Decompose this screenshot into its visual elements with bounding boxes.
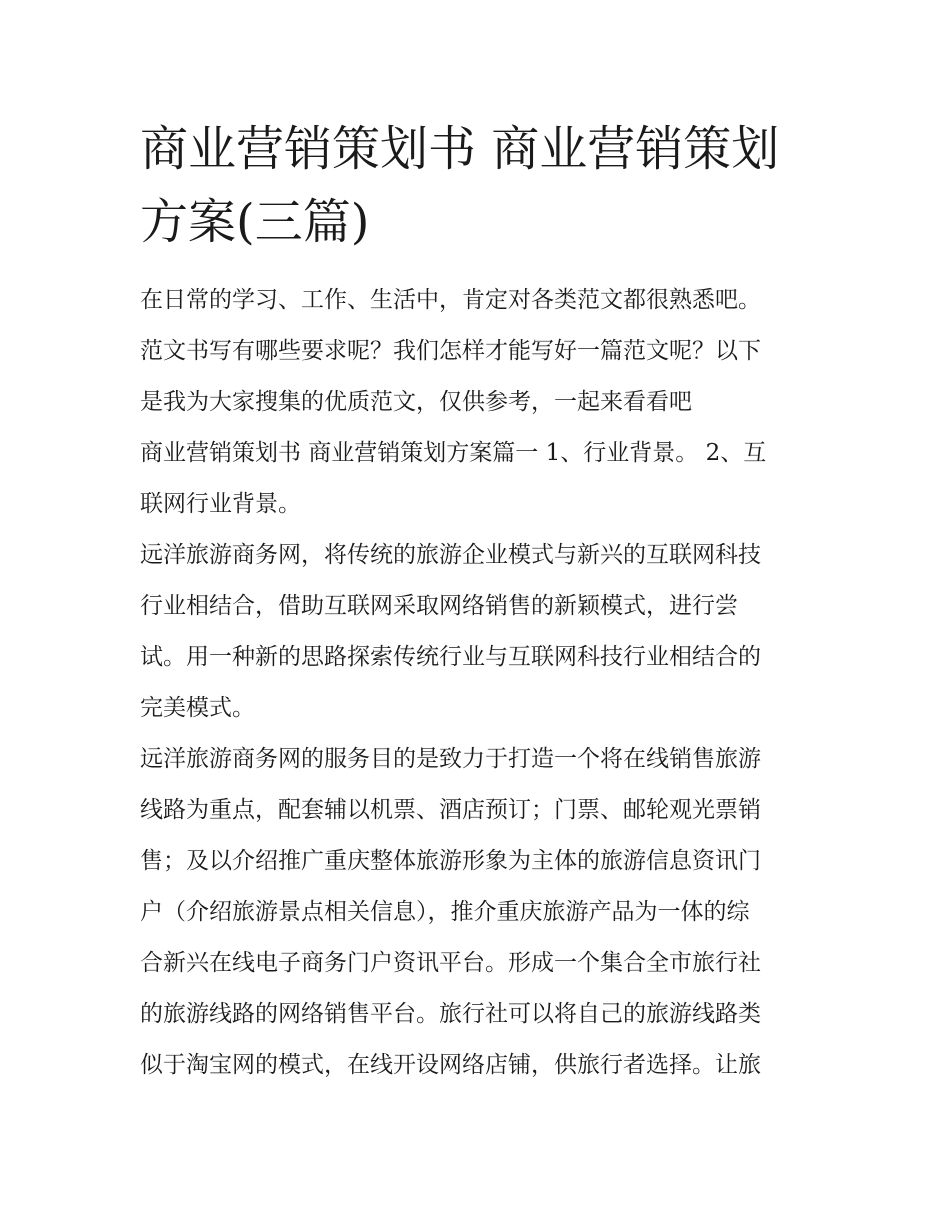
paragraph-line: 试。用一种新的思路探索传统行业与互联网科技行业相结合的 <box>140 644 761 670</box>
paragraph-line: 完美模式。 <box>140 695 255 721</box>
paragraph-line: 在日常的学习、工作、生活中，肯定对各类范文都很熟悉吧。 <box>140 287 761 313</box>
paragraph-line: 范文书写有哪些要求呢？我们怎样才能写好一篇范文呢？以下 <box>140 338 761 364</box>
paragraph-line: 似于淘宝网的模式，在线开设网络店铺，供旅行者选择。让旅 <box>140 1052 761 1078</box>
paragraph-line: 商业营销策划书 商业营销策划方案篇一 1、行业背景。 2、互 <box>140 440 767 466</box>
paragraph-line: 售；及以介绍推广重庆整体旅游形象为主体的旅游信息资讯门 <box>140 848 761 874</box>
document-title: 商业营销策划书 商业营销策划方案(三篇) <box>140 121 780 250</box>
paragraph-line: 合新兴在线电子商务门户资讯平台。形成一个集合全市旅行社 <box>140 950 761 976</box>
paragraph-line: 行业相结合，借助互联网采取网络销售的新颖模式，进行尝 <box>140 593 738 619</box>
paragraph-line: 远洋旅游商务网的服务目的是致力于打造一个将在线销售旅游 <box>140 746 761 772</box>
paragraph-line: 联网行业背景。 <box>140 491 301 517</box>
paragraph-line: 线路为重点，配套辅以机票、酒店预订；门票、邮轮观光票销 <box>140 797 761 823</box>
paragraph-line: 户（介绍旅游景点相关信息），推介重庆旅游产品为一体的综 <box>140 899 750 925</box>
paragraph-line: 远洋旅游商务网，将传统的旅游企业模式与新兴的互联网科技 <box>140 542 761 568</box>
paragraph-line: 的旅游线路的网络销售平台。旅行社可以将自己的旅游线路类 <box>140 1001 761 1027</box>
paragraph-line: 是我为大家搜集的优质范文，仅供参考，一起来看看吧 <box>140 389 692 415</box>
